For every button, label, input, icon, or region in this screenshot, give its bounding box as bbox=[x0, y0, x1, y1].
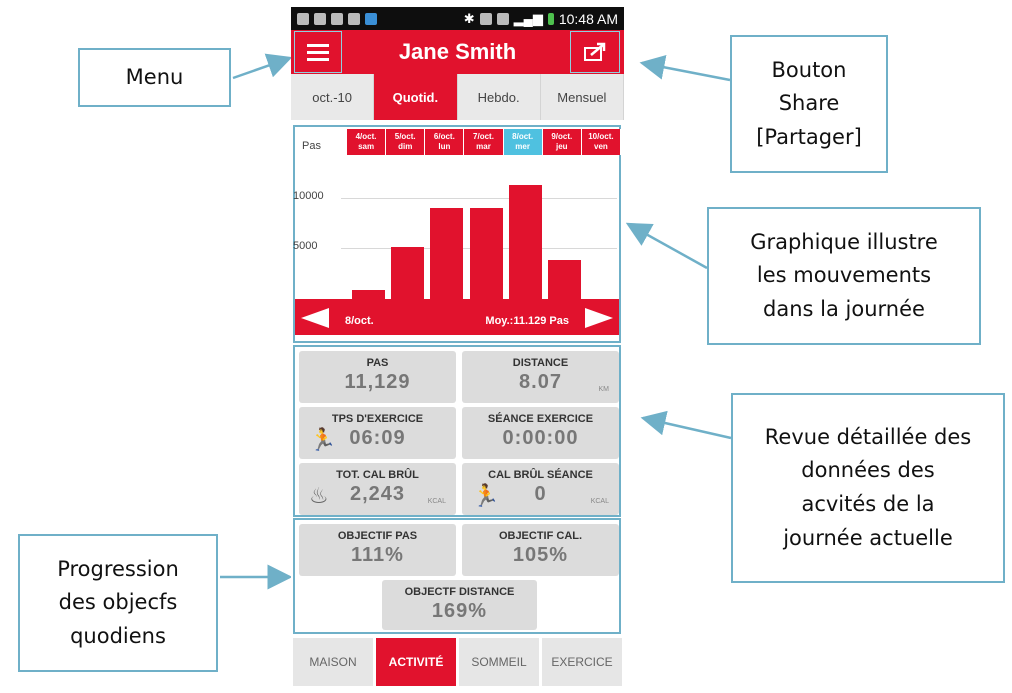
stat-label: TPS D'EXERCICE bbox=[331, 413, 424, 425]
goal-card-calories[interactable] bbox=[462, 524, 619, 576]
stat-unit: KCAL bbox=[590, 498, 609, 505]
goal-card-steps[interactable] bbox=[299, 524, 456, 576]
notification-icon bbox=[348, 13, 360, 25]
status-time: 10:48 AM bbox=[558, 10, 618, 27]
share-button[interactable] bbox=[570, 31, 620, 73]
chart-footer bbox=[295, 299, 619, 335]
steps-chart bbox=[293, 125, 621, 343]
bar-0 bbox=[352, 290, 385, 299]
annotation-menu-text: Menu bbox=[125, 64, 184, 89]
day-tab-4[interactable] bbox=[504, 129, 543, 155]
nav-home[interactable]: MAISON bbox=[293, 638, 373, 686]
day-tab-date: 8/oct. bbox=[512, 132, 534, 141]
day-tab-5[interactable] bbox=[543, 129, 582, 155]
annotation-chart bbox=[707, 207, 981, 345]
stat-label: DISTANCE bbox=[512, 357, 569, 369]
chart-average: Moy.:11.129 Pas bbox=[485, 315, 569, 327]
arrow-menu bbox=[233, 58, 290, 78]
bar-1 bbox=[391, 247, 424, 299]
y-tick-label: 10000 bbox=[293, 189, 324, 202]
tab-monthly[interactable]: Mensuel bbox=[541, 74, 624, 120]
annotation-goals bbox=[18, 534, 218, 672]
daily-goals bbox=[293, 518, 621, 634]
stat-card-exercise-time[interactable] bbox=[299, 407, 456, 459]
tab-weekly[interactable]: Hebdo. bbox=[458, 74, 541, 120]
stat-card-exercise-session[interactable] bbox=[462, 407, 619, 459]
gridline bbox=[341, 198, 617, 199]
notification-icon bbox=[314, 13, 326, 25]
next-day-arrow-icon[interactable] bbox=[585, 308, 613, 328]
arrow-review bbox=[643, 418, 731, 438]
stat-label: TOT. CAL BRÛL bbox=[336, 469, 419, 481]
day-tab-date: 9/oct. bbox=[551, 132, 573, 141]
goal-card-distance[interactable] bbox=[382, 580, 537, 630]
arrow-share bbox=[642, 63, 730, 80]
day-tab-0[interactable] bbox=[347, 129, 386, 155]
tab-date[interactable]: oct.-10 bbox=[291, 74, 374, 120]
goal-label: OBJECTIF PAS bbox=[337, 530, 418, 542]
day-tab-weekday: jeu bbox=[555, 142, 568, 151]
stat-card-distance[interactable] bbox=[462, 351, 619, 403]
nfc-icon bbox=[480, 13, 492, 25]
goal-label: OBJECTIF CAL. bbox=[498, 530, 583, 542]
stat-label: PAS bbox=[366, 357, 389, 369]
day-tab-weekday: dim bbox=[398, 142, 413, 151]
annotation-share bbox=[730, 35, 888, 173]
chart-y-label: Pas bbox=[302, 140, 321, 152]
nav-activity[interactable]: ACTIVITÉ bbox=[376, 638, 456, 686]
goal-value: 111% bbox=[351, 544, 404, 566]
day-tab-weekday: mer bbox=[515, 142, 530, 151]
day-tab-6[interactable] bbox=[582, 129, 621, 155]
bluetooth-icon: ✱ bbox=[463, 10, 475, 26]
stat-card-session-calories[interactable] bbox=[462, 463, 619, 515]
annotation-share-text: Bouton Share [Partager] bbox=[756, 57, 862, 149]
activity-stats bbox=[293, 345, 621, 517]
arrow-chart bbox=[628, 224, 707, 268]
day-tab-2[interactable] bbox=[425, 129, 464, 155]
flame-icon: ♨ bbox=[309, 483, 329, 508]
notification-icon bbox=[365, 13, 377, 25]
running-person-icon: 🏃 bbox=[309, 427, 337, 452]
share-icon bbox=[583, 42, 607, 62]
day-tab-date: 7/oct. bbox=[473, 132, 494, 141]
stat-value: 11,129 bbox=[344, 371, 411, 393]
day-selector bbox=[347, 129, 621, 155]
day-tab-date: 10/oct. bbox=[588, 132, 614, 141]
annotation-goals-text: Progression des objecfs quodiens bbox=[57, 556, 179, 648]
bottom-navigation bbox=[291, 638, 624, 686]
stat-label: SÉANCE EXERCICE bbox=[487, 413, 594, 425]
day-tab-3[interactable] bbox=[464, 129, 503, 155]
day-tab-date: 5/oct. bbox=[394, 132, 416, 141]
stat-unit: KM bbox=[598, 386, 609, 393]
stat-unit: KCAL bbox=[427, 498, 446, 505]
stat-value: 0 bbox=[534, 483, 547, 505]
annotation-chart-text: Graphique illustre les mouvements dans la journée bbox=[750, 229, 938, 321]
annotation-menu bbox=[78, 48, 231, 107]
prev-day-arrow-icon[interactable] bbox=[301, 308, 329, 328]
notification-icon bbox=[297, 13, 309, 25]
day-tab-weekday: sam bbox=[358, 142, 375, 151]
phone-screen bbox=[291, 7, 624, 693]
signal-icon: ▂▄▆ bbox=[513, 10, 543, 26]
notification-icon bbox=[331, 13, 343, 25]
bar-2 bbox=[430, 208, 463, 299]
runner-flame-icon: 🏃 bbox=[472, 483, 500, 508]
bar-3 bbox=[470, 208, 503, 299]
nav-exercise[interactable]: EXERCICE bbox=[542, 638, 622, 686]
day-tab-weekday: lun bbox=[438, 142, 451, 151]
goal-value: 105% bbox=[512, 544, 569, 566]
annotation-review bbox=[731, 393, 1005, 583]
period-tabs bbox=[291, 74, 624, 120]
battery-icon bbox=[548, 13, 554, 25]
status-icons-right bbox=[464, 11, 618, 27]
nav-sleep[interactable]: SOMMEIL bbox=[459, 638, 539, 686]
stat-value: 2,243 bbox=[349, 483, 406, 505]
day-tab-1[interactable] bbox=[386, 129, 425, 155]
stat-value: 8.07 bbox=[519, 371, 562, 393]
y-tick-label: 5000 bbox=[293, 240, 318, 253]
day-tab-date: 6/oct. bbox=[433, 132, 455, 141]
stat-label: CAL BRÛL SÉANCE bbox=[488, 469, 593, 481]
status-icons-left bbox=[297, 13, 377, 25]
status-bar bbox=[291, 7, 624, 30]
stat-card-steps[interactable] bbox=[299, 351, 456, 403]
goal-label: OBJECTF DISTANCE bbox=[404, 586, 515, 598]
goal-value: 169% bbox=[431, 600, 488, 622]
stat-card-total-calories[interactable] bbox=[299, 463, 456, 515]
day-tab-date: 4/oct. bbox=[355, 132, 377, 141]
stat-value: 0:00:00 bbox=[502, 427, 579, 449]
stat-value: 06:09 bbox=[349, 427, 406, 449]
page-title: Jane Smith bbox=[398, 39, 517, 64]
tab-daily[interactable]: Quotid. bbox=[374, 74, 457, 120]
app-header bbox=[291, 30, 624, 74]
chart-date: 8/oct. bbox=[345, 315, 374, 327]
annotation-review-text: Revue détaillée des données des acvités de la journée actuelle bbox=[764, 424, 972, 550]
bar-4 bbox=[509, 185, 542, 299]
bar-5 bbox=[548, 260, 581, 299]
day-tab-weekday: mar bbox=[476, 142, 491, 151]
alarm-icon bbox=[497, 13, 509, 25]
day-tab-weekday: ven bbox=[594, 142, 608, 151]
